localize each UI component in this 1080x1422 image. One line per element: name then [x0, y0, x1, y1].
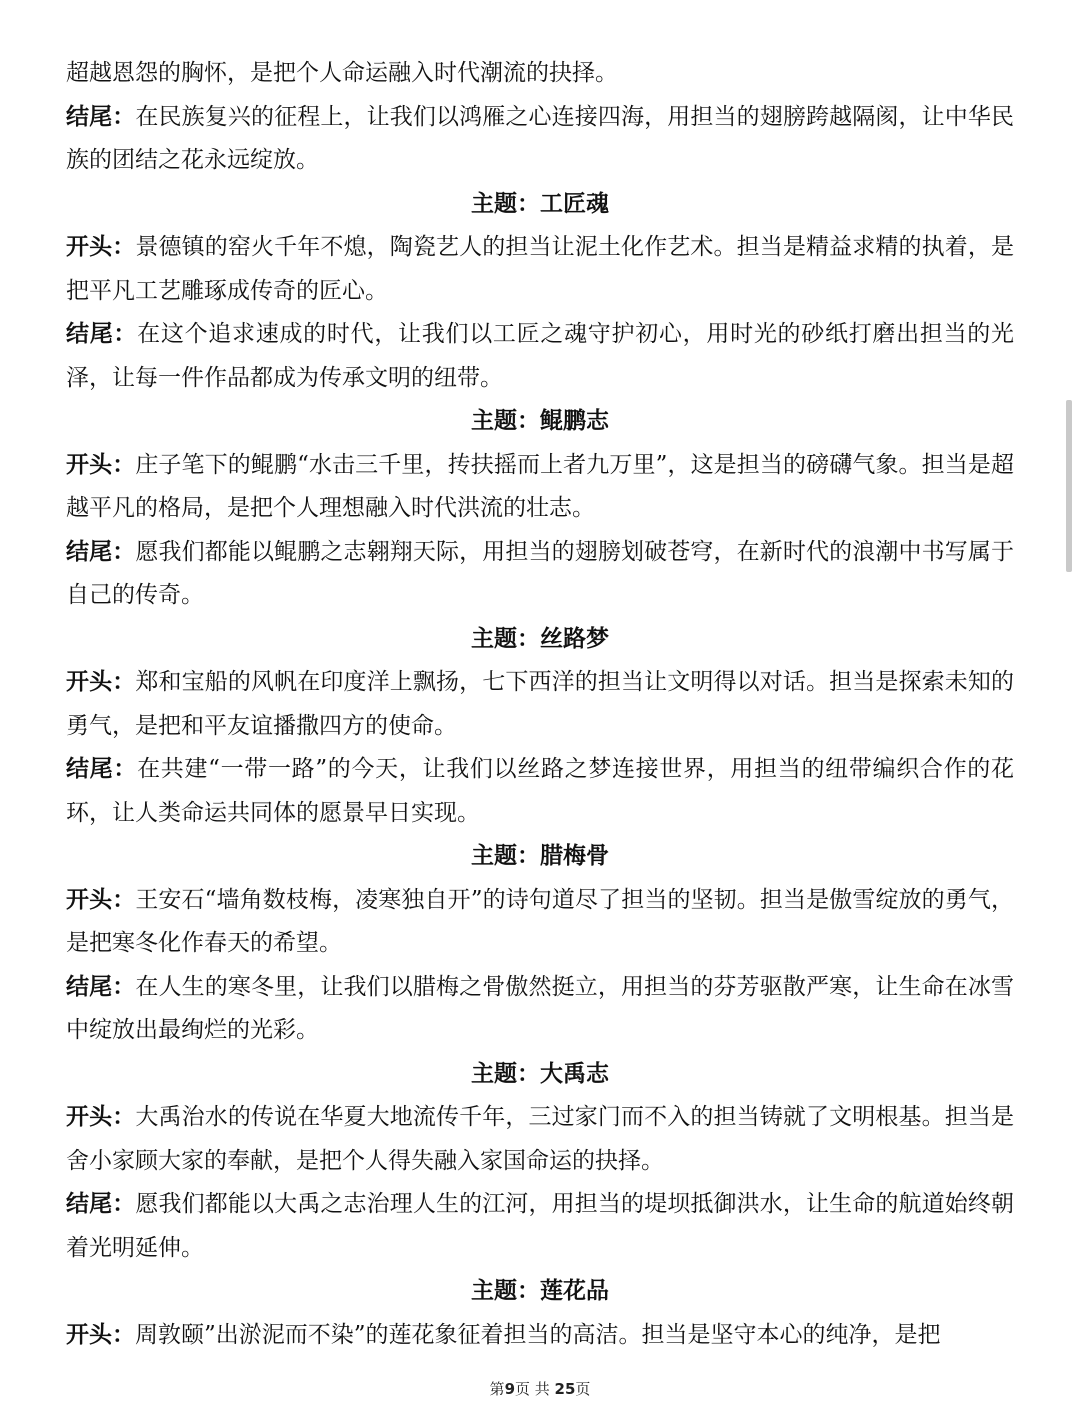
paragraph-text: 在共建“一带一路”的今天，让我们以丝路之梦连接世界，用担当的纽带编织合作的花环，让人类命运共同体的愿景早日实现。 — [66, 756, 1014, 826]
paragraph-text: 周敦颐”出淤泥而不染”的莲花象征着担当的高洁。担当是坚守本心的纯净，是把 — [135, 1321, 941, 1348]
paragraph-text: 在人生的寒冬里，让我们以腊梅之骨傲然挺立，用担当的芬芳驱散严寒，让生命在冰雪中绽放出最绚烂的光彩。 — [66, 973, 1014, 1043]
paragraph-label: 开头： — [66, 1104, 136, 1130]
paragraph-label: 结尾： — [66, 103, 136, 130]
theme-heading: 主题：鲲鹏志 — [471, 408, 609, 434]
paragraph-label: 开头： — [66, 451, 136, 478]
paragraph-text: 大禹治水的传说在华夏大地流传千年，三过家门而不入的担当铸就了文明根基。担当是舍小家顾大家的奉献，是把个人得失融入家国命运的抉择。 — [66, 1104, 1014, 1174]
paragraph-text: 愿我们都能以鲲鹏之志翱翔天际，用担当的翅膀划破苍穹，在新时代的浪潮中书写属于自己的传奇。 — [66, 538, 1014, 608]
total-page-count: 25 — [554, 1380, 576, 1398]
paragraph-text: 王安石“墙角数枝梅，凌寒独自开”的诗句道尽了担当的坚韧。担当是傲雪绽放的勇气，是把寒冬化作春天的希望。 — [66, 886, 1014, 956]
current-page-number: 9 — [504, 1380, 515, 1398]
paragraph-text: 郑和宝船的风帆在印度洋上飘扬，七下西洋的担当让文明得以对话。担当是探索未知的勇气，是把和平友谊播撒四方的使命。 — [66, 669, 1014, 739]
paragraph-text: 景德镇的窑火千年不熄，陶瓷艺人的担当让泥土化作艺术。担当是精益求精的执着，是把平凡工艺雕琢成传奇的匠心。 — [66, 234, 1014, 304]
paragraph — [66, 879, 1014, 966]
paragraph: 超越恩怨的胸怀，是把个人命运融入时代潮流的抉择。 — [66, 60, 618, 86]
paragraph-text: 在民族复兴的征程上，让我们以鸿雁之心连接四海，用担当的翅膀跨越隔阂，让中华民族的团结之花永远绽放。 — [66, 103, 1014, 173]
paragraph — [66, 226, 1014, 313]
paragraph-text: 愿我们都能以大禹之志治理人生的江河，用担当的堤坝抵御洪水，让生命的航道始终朝着光明延伸。 — [66, 1191, 1014, 1261]
paragraph — [66, 313, 1014, 400]
theme-heading: 主题：大禹志 — [471, 1060, 609, 1087]
paragraph-text: 在这个追求速成的时代，让我们以工匠之魂守护初心，用时光的砂纸打磨出担当的光泽，让每一件作品都成为传承文明的纽带。 — [66, 321, 1015, 391]
paragraph-label: 开头： — [66, 886, 136, 913]
paragraph-label: 结尾： — [66, 538, 136, 565]
scrollbar-thumb[interactable] — [1066, 400, 1072, 572]
paragraph-label: 开头： — [66, 1321, 135, 1348]
paragraph — [66, 748, 1014, 835]
paragraph-label: 开头： — [66, 669, 136, 695]
paragraph — [66, 1183, 1014, 1270]
paragraph — [66, 1096, 1014, 1183]
paragraph-label: 结尾： — [66, 1191, 136, 1217]
paragraph-text: 庄子笔下的鲲鹏“水击三千里，抟扶摇而上者九万里”，这是担当的磅礴气象。担当是超越平凡的格局，是把个人理想融入时代洪流的壮志。 — [66, 451, 1014, 521]
paragraph-label: 开头： — [66, 234, 136, 260]
paragraph — [66, 966, 1014, 1053]
paragraph-label: 结尾： — [66, 756, 138, 782]
theme-heading: 主题：工匠魂 — [471, 190, 609, 217]
theme-heading: 主题：腊梅骨 — [471, 843, 609, 869]
theme-heading: 主题：莲花品 — [471, 1278, 609, 1304]
paragraph — [66, 1314, 1014, 1358]
paragraph-label: 结尾： — [66, 321, 138, 347]
paragraph — [66, 661, 1014, 748]
paragraph — [66, 531, 1014, 618]
paragraph — [66, 444, 1014, 531]
document-body — [66, 52, 1014, 1357]
theme-heading: 主题：丝路梦 — [471, 625, 609, 652]
paragraph — [66, 96, 1014, 183]
page-footer: 第9页 共 25页 — [489, 1380, 591, 1398]
paragraph-label: 结尾： — [66, 973, 136, 1000]
